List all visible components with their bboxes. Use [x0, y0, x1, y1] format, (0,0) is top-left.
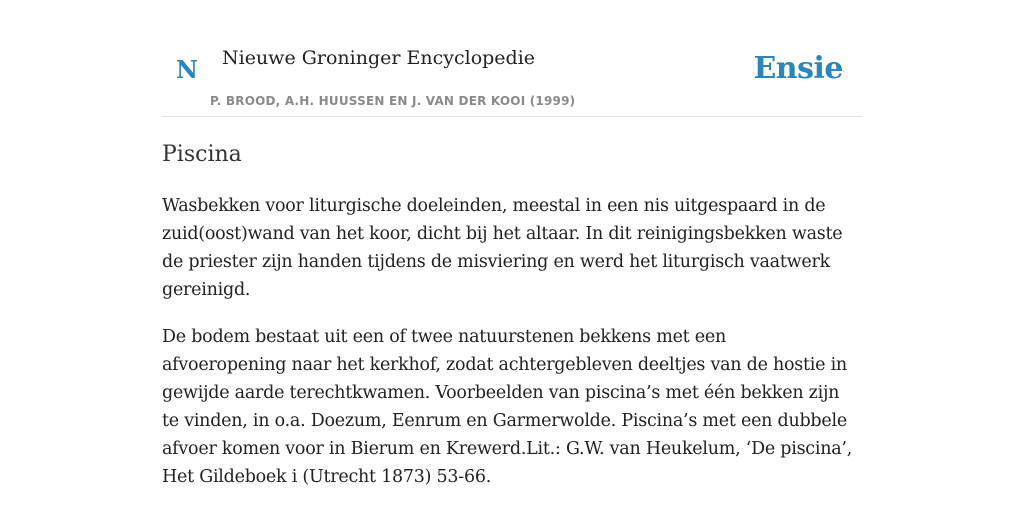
article-paragraph: De bodem bestaat uit een of twee natuurstenen bekkens met een afvoeropening naar het kerkhof, zodat achtergebleven deeltjes van de hostie in gewijde aarde terechtkwamen. Voorbeelden van piscina’s met één bekken zijn te vinden, in o.a. Doezum, Eenrum en Garmerwolde. Piscina’s met een dubbele afvoer komen voor in Bierum en Krewerd.Lit.: G.W. van Heukelum, ‘De piscina’, Het Gildeboek i (Utrecht 1873) 53-66. — [162, 327, 853, 487]
source-header — [162, 0, 862, 117]
source-logo[interactable]: N — [176, 55, 198, 84]
article-body — [162, 192, 854, 510]
source-authors: P. BROOD, A.H. HUUSSEN EN J. VAN DER KOOI (1999) — [210, 94, 576, 108]
article-paragraph: Wasbekken voor liturgische doeleinden, meestal in een nis uitgespaard in de zuid(oost)wand van het koor, dicht bij het altaar. In dit reinigingsbekken waste de priester zijn handen tijdens de misviering en werd het liturgisch vaatwerk gereinigd. — [162, 196, 843, 300]
ensie-logo[interactable]: Ensie — [753, 51, 843, 86]
article-title: Piscina — [162, 142, 242, 167]
source-title-link[interactable]: Nieuwe Groninger Encyclopedie — [222, 47, 536, 69]
